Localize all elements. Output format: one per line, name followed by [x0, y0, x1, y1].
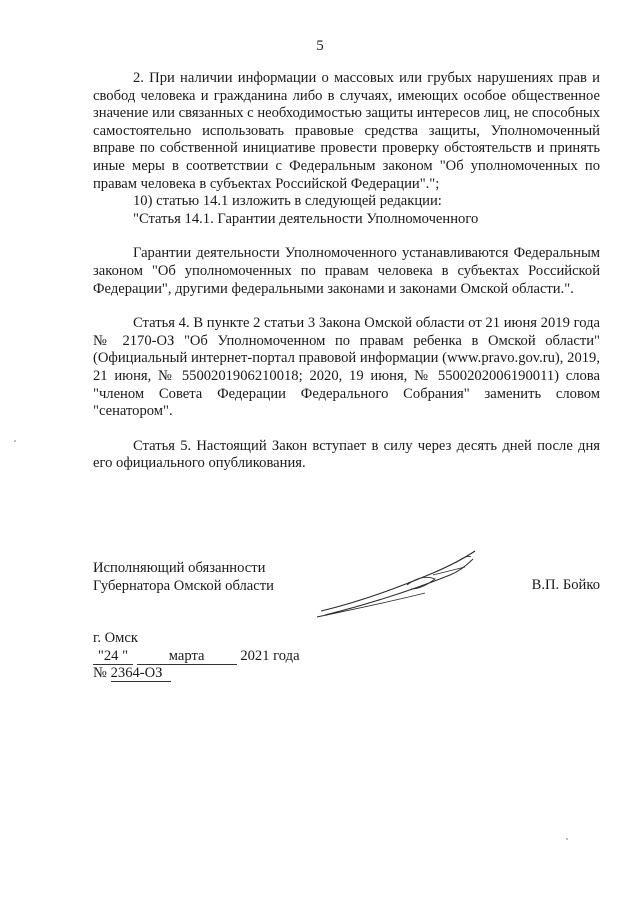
paragraph-item-2: 2. При наличии информации о массовых или грубых нарушениях прав и свобод человека и гражданина либо в случаях, имеющих особое общественное значение или связанных с необходимостью защиты интересов лиц, не способных самостоятельно использовать правовые средства защиты, Уполномоченный вправе по собственной инициативе провести проверку обстоятельств и принять иные меры в соответствии с Федеральным законом "Об уполномоченных по правам человека в субъектах Российской Федерации".";	[93, 70, 600, 192]
date-day: 24	[103, 647, 119, 664]
signatory-title-line-2: Губернатора Омской области	[93, 577, 274, 594]
place-date-block	[93, 630, 393, 683]
handwritten-signature	[315, 545, 485, 620]
day-close-quote: "	[122, 647, 129, 664]
spacer	[93, 298, 600, 315]
document-body	[93, 70, 600, 473]
place-city: г. Омск	[93, 630, 138, 646]
page-number: 5	[316, 38, 324, 54]
date-day-field	[93, 649, 133, 665]
signatory-name: В.П. Бойко	[531, 577, 600, 593]
day-open-quote: "	[97, 647, 104, 664]
number-prefix: №	[93, 665, 107, 682]
article-4-text: Статья 4. В пункте 2 статьи 3 Закона Омской области от 21 июня 2019 года № 2170-ОЗ "Об Уполномоченном по правам ребенка в Омской области" (Официальный интернет-портал правовой информации (www.pravo.gov.ru), 2019, 21 июня, № 5500201906210018; 2020, 19 июня, № 5500202006190011) слова "членом Совета Федерации Федерального Собрания" заменить словом "сенатором".	[93, 315, 600, 420]
article-14-1-text: Гарантии деятельности Уполномоченного устанавливаются Федеральным законом "Об уполномоченных по правам человека в субъектах Российской Федерации", другими федеральными законами и законами Омской области.".	[93, 245, 600, 297]
scan-speck	[566, 838, 568, 840]
law-number-value: 2364-ОЗ	[111, 666, 171, 682]
spacer	[93, 228, 600, 245]
article-14-1-heading: "Статья 14.1. Гарантии деятельности Уполномоченного	[133, 210, 479, 227]
law-number	[93, 665, 393, 683]
law-date	[93, 648, 393, 666]
paragraph-item-10: 10) статью 14.1 изложить в следующей редакции:	[133, 193, 442, 210]
signatory-title-line-1: Исполняющий обязанности	[93, 560, 266, 576]
scan-speck	[14, 440, 16, 442]
spacer	[93, 421, 600, 438]
date-year: 2021 года	[240, 647, 300, 664]
date-month: марта	[137, 649, 237, 665]
article-5-text: Статья 5. Настоящий Закон вступает в силу через десять дней после дня его официального опубликования.	[93, 437, 600, 472]
